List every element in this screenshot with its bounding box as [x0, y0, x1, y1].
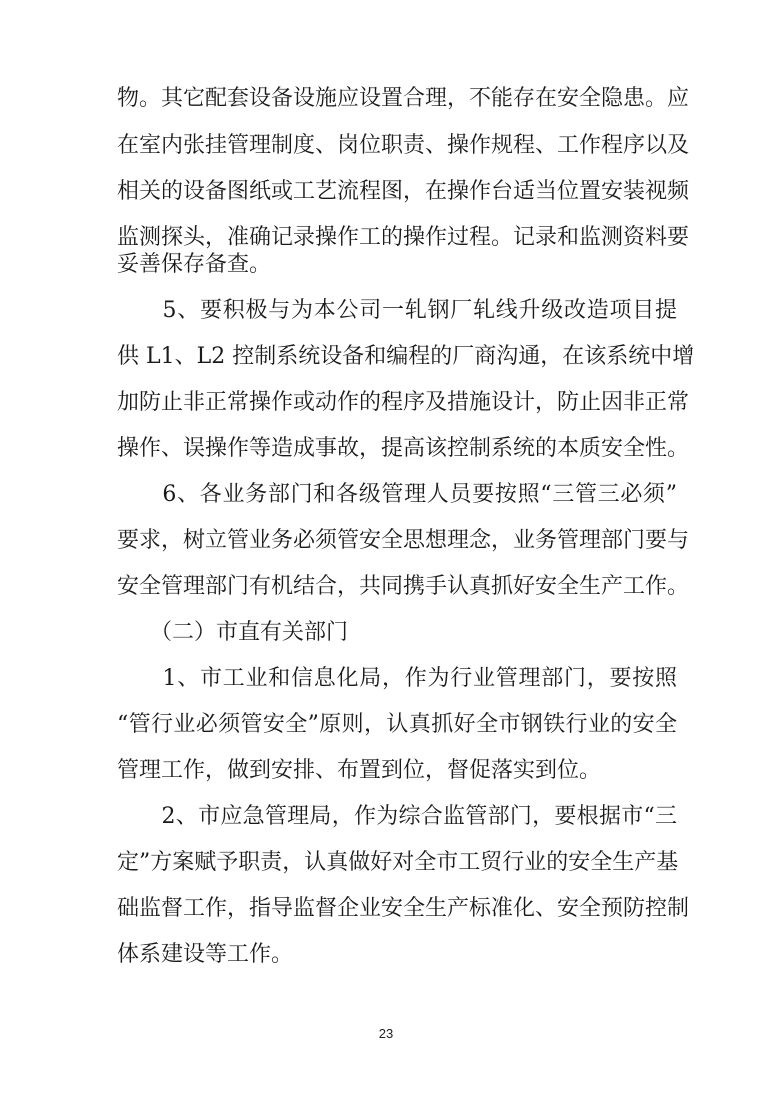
- paragraph-line: 妥善保存备查。: [117, 252, 272, 277]
- paragraph-line: 监测探头，准确记录操作工的操作过程。记录和监测资料要: [117, 225, 690, 250]
- paragraph-line: 6、各业务部门和各级管理人员要按照“三管三必须”: [117, 482, 677, 507]
- paragraph-line: 供 L1、L2 控制系统设备和编程的厂商沟通，在该系统中增: [117, 344, 695, 369]
- paragraph-line: 在室内张挂管理制度、岗位职责、操作规程、工作程序以及: [117, 133, 690, 158]
- paragraph-line: 体系建设等工作。: [117, 942, 294, 967]
- paragraph-line: 物。其它配套设备设施应设置合理，不能存在安全隐患。应: [117, 86, 690, 111]
- paragraph-line: 要求，树立管业务必须管安全思想理念，业务管理部门要与: [117, 528, 690, 553]
- paragraph-line: “管行业必须管安全”原则，认真抓好全市钢铁行业的安全: [117, 712, 677, 737]
- section-heading: （二）市直有关部门: [117, 620, 349, 645]
- paragraph-line: 1、市工业和信息化局，作为行业管理部门，要按照: [117, 666, 677, 691]
- paragraph-line: 安全管理部门有机结合，共同携手认真抓好安全生产工作。: [117, 574, 690, 599]
- paragraph-line: 相关的设备图纸或工艺流程图，在操作台适当位置安装视频: [117, 179, 690, 204]
- paragraph-line: 定”方案赋予职责，认真做好对全市工贸行业的安全生产基: [117, 850, 679, 875]
- paragraph-line: 加防止非正常操作或动作的程序及措施设计，防止因非正常: [117, 390, 690, 415]
- paragraph-line: 础监督工作，指导监督企业安全生产标准化、安全预防控制: [117, 896, 690, 921]
- paragraph-line: 2、市应急管理局，作为综合监管部门，要根据市“三: [117, 804, 677, 829]
- paragraph-line: 操作、误操作等造成事故，提高该控制系统的本质安全性。: [117, 436, 690, 461]
- paragraph-line: 5、要积极与为本公司一轧钢厂轧线升级改造项目提: [117, 298, 677, 323]
- paragraph-line: 管理工作，做到安排、布置到位，督促落实到位。: [117, 758, 602, 783]
- page-number: 23: [378, 1026, 394, 1041]
